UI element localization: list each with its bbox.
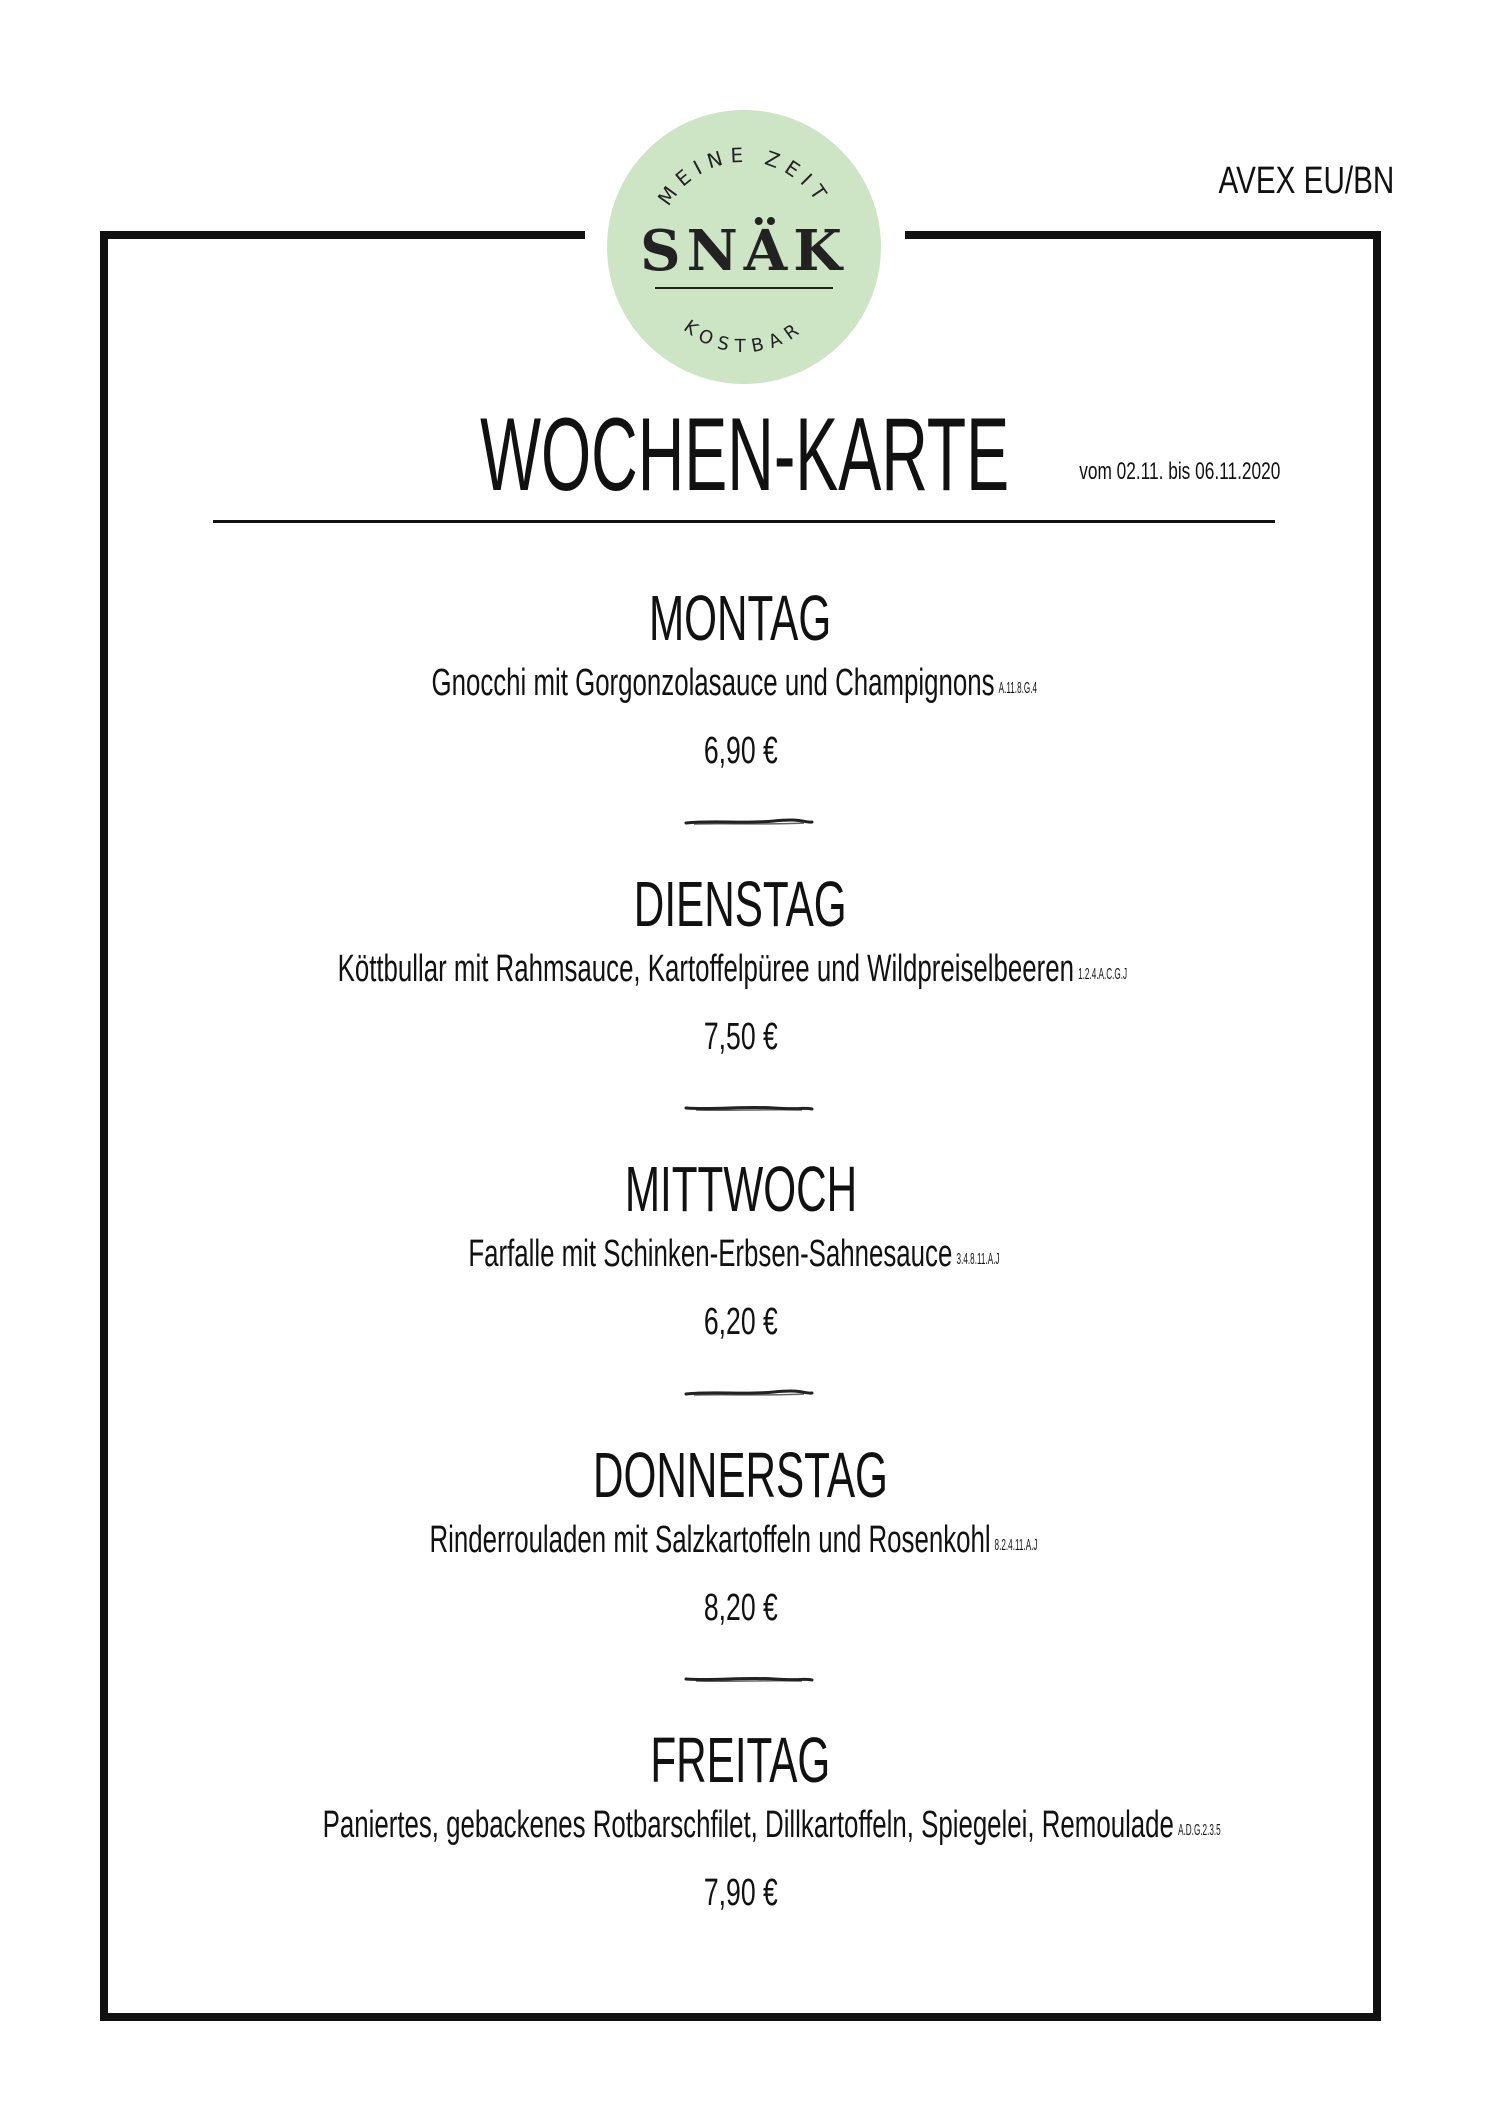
logo-brand-name: SNÄK <box>640 218 848 284</box>
brush-separator <box>684 1101 814 1115</box>
dish-line <box>108 1802 1373 1848</box>
day-name: FREITAG <box>650 1724 831 1796</box>
day-block-friday <box>108 1724 1373 1916</box>
location-label: AVEX EU/BN <box>1218 160 1394 202</box>
logo-arc-top: MEINE ZEIT <box>652 142 836 210</box>
day-block-wednesday <box>108 1153 1373 1345</box>
brush-separator <box>684 1386 814 1400</box>
day-name: MITTWOCH <box>624 1153 857 1225</box>
day-block-thursday <box>108 1439 1373 1631</box>
dish-line <box>108 1517 1373 1563</box>
allergen-codes: 3.4.8.11.A.J <box>955 1251 999 1268</box>
brush-separator <box>684 1672 814 1686</box>
header <box>210 397 1280 513</box>
logo-arc-bottom: KOSTBAR <box>679 316 809 358</box>
price: 7,50 € <box>703 1016 778 1058</box>
dish-line <box>108 660 1373 706</box>
dish-name: Gnocchi mit Gorgonzolasauce und Champignons <box>431 662 995 704</box>
allergen-codes: 1.2.4.A.C.G.J <box>1078 966 1128 983</box>
price: 6,20 € <box>703 1301 778 1343</box>
dish-name: Rinderrouladen mit Salzkartoffeln und Rosenkohl <box>429 1519 991 1561</box>
allergen-codes: A.D.G.2.3.5 <box>1178 1822 1221 1839</box>
price: 7,90 € <box>703 1872 778 1914</box>
day-block-tuesday <box>108 868 1373 1060</box>
day-name: DIENSTAG <box>634 868 847 940</box>
price: 6,90 € <box>703 730 778 772</box>
allergen-codes: A.11.8.G.4 <box>998 680 1037 697</box>
dish-name: Paniertes, gebackenes Rotbarschfilet, Dillkartoffeln, Spiegelei, Remoulade <box>322 1804 1174 1846</box>
dish-name: Köttbullar mit Rahmsauce, Kartoffelpüree und Wildpreiselbeeren <box>337 948 1074 990</box>
date-range: vom 02.11. bis 06.11.2020 <box>1078 458 1280 485</box>
page-title: WOCHEN-KARTE <box>480 397 1010 513</box>
snaek-logo <box>607 110 881 384</box>
allergen-codes: 8.2.4.11.A.J <box>994 1537 1038 1554</box>
day-name: MONTAG <box>649 582 832 654</box>
day-name: DONNERSTAG <box>593 1439 888 1511</box>
title-divider <box>213 520 1275 523</box>
dish-line <box>108 1231 1373 1277</box>
dish-name: Farfalle mit Schinken-Erbsen-Sahnesauce <box>467 1233 952 1275</box>
dish-line <box>108 946 1373 992</box>
brush-separator <box>684 815 814 829</box>
price: 8,20 € <box>703 1587 778 1629</box>
day-block-monday <box>108 582 1373 774</box>
